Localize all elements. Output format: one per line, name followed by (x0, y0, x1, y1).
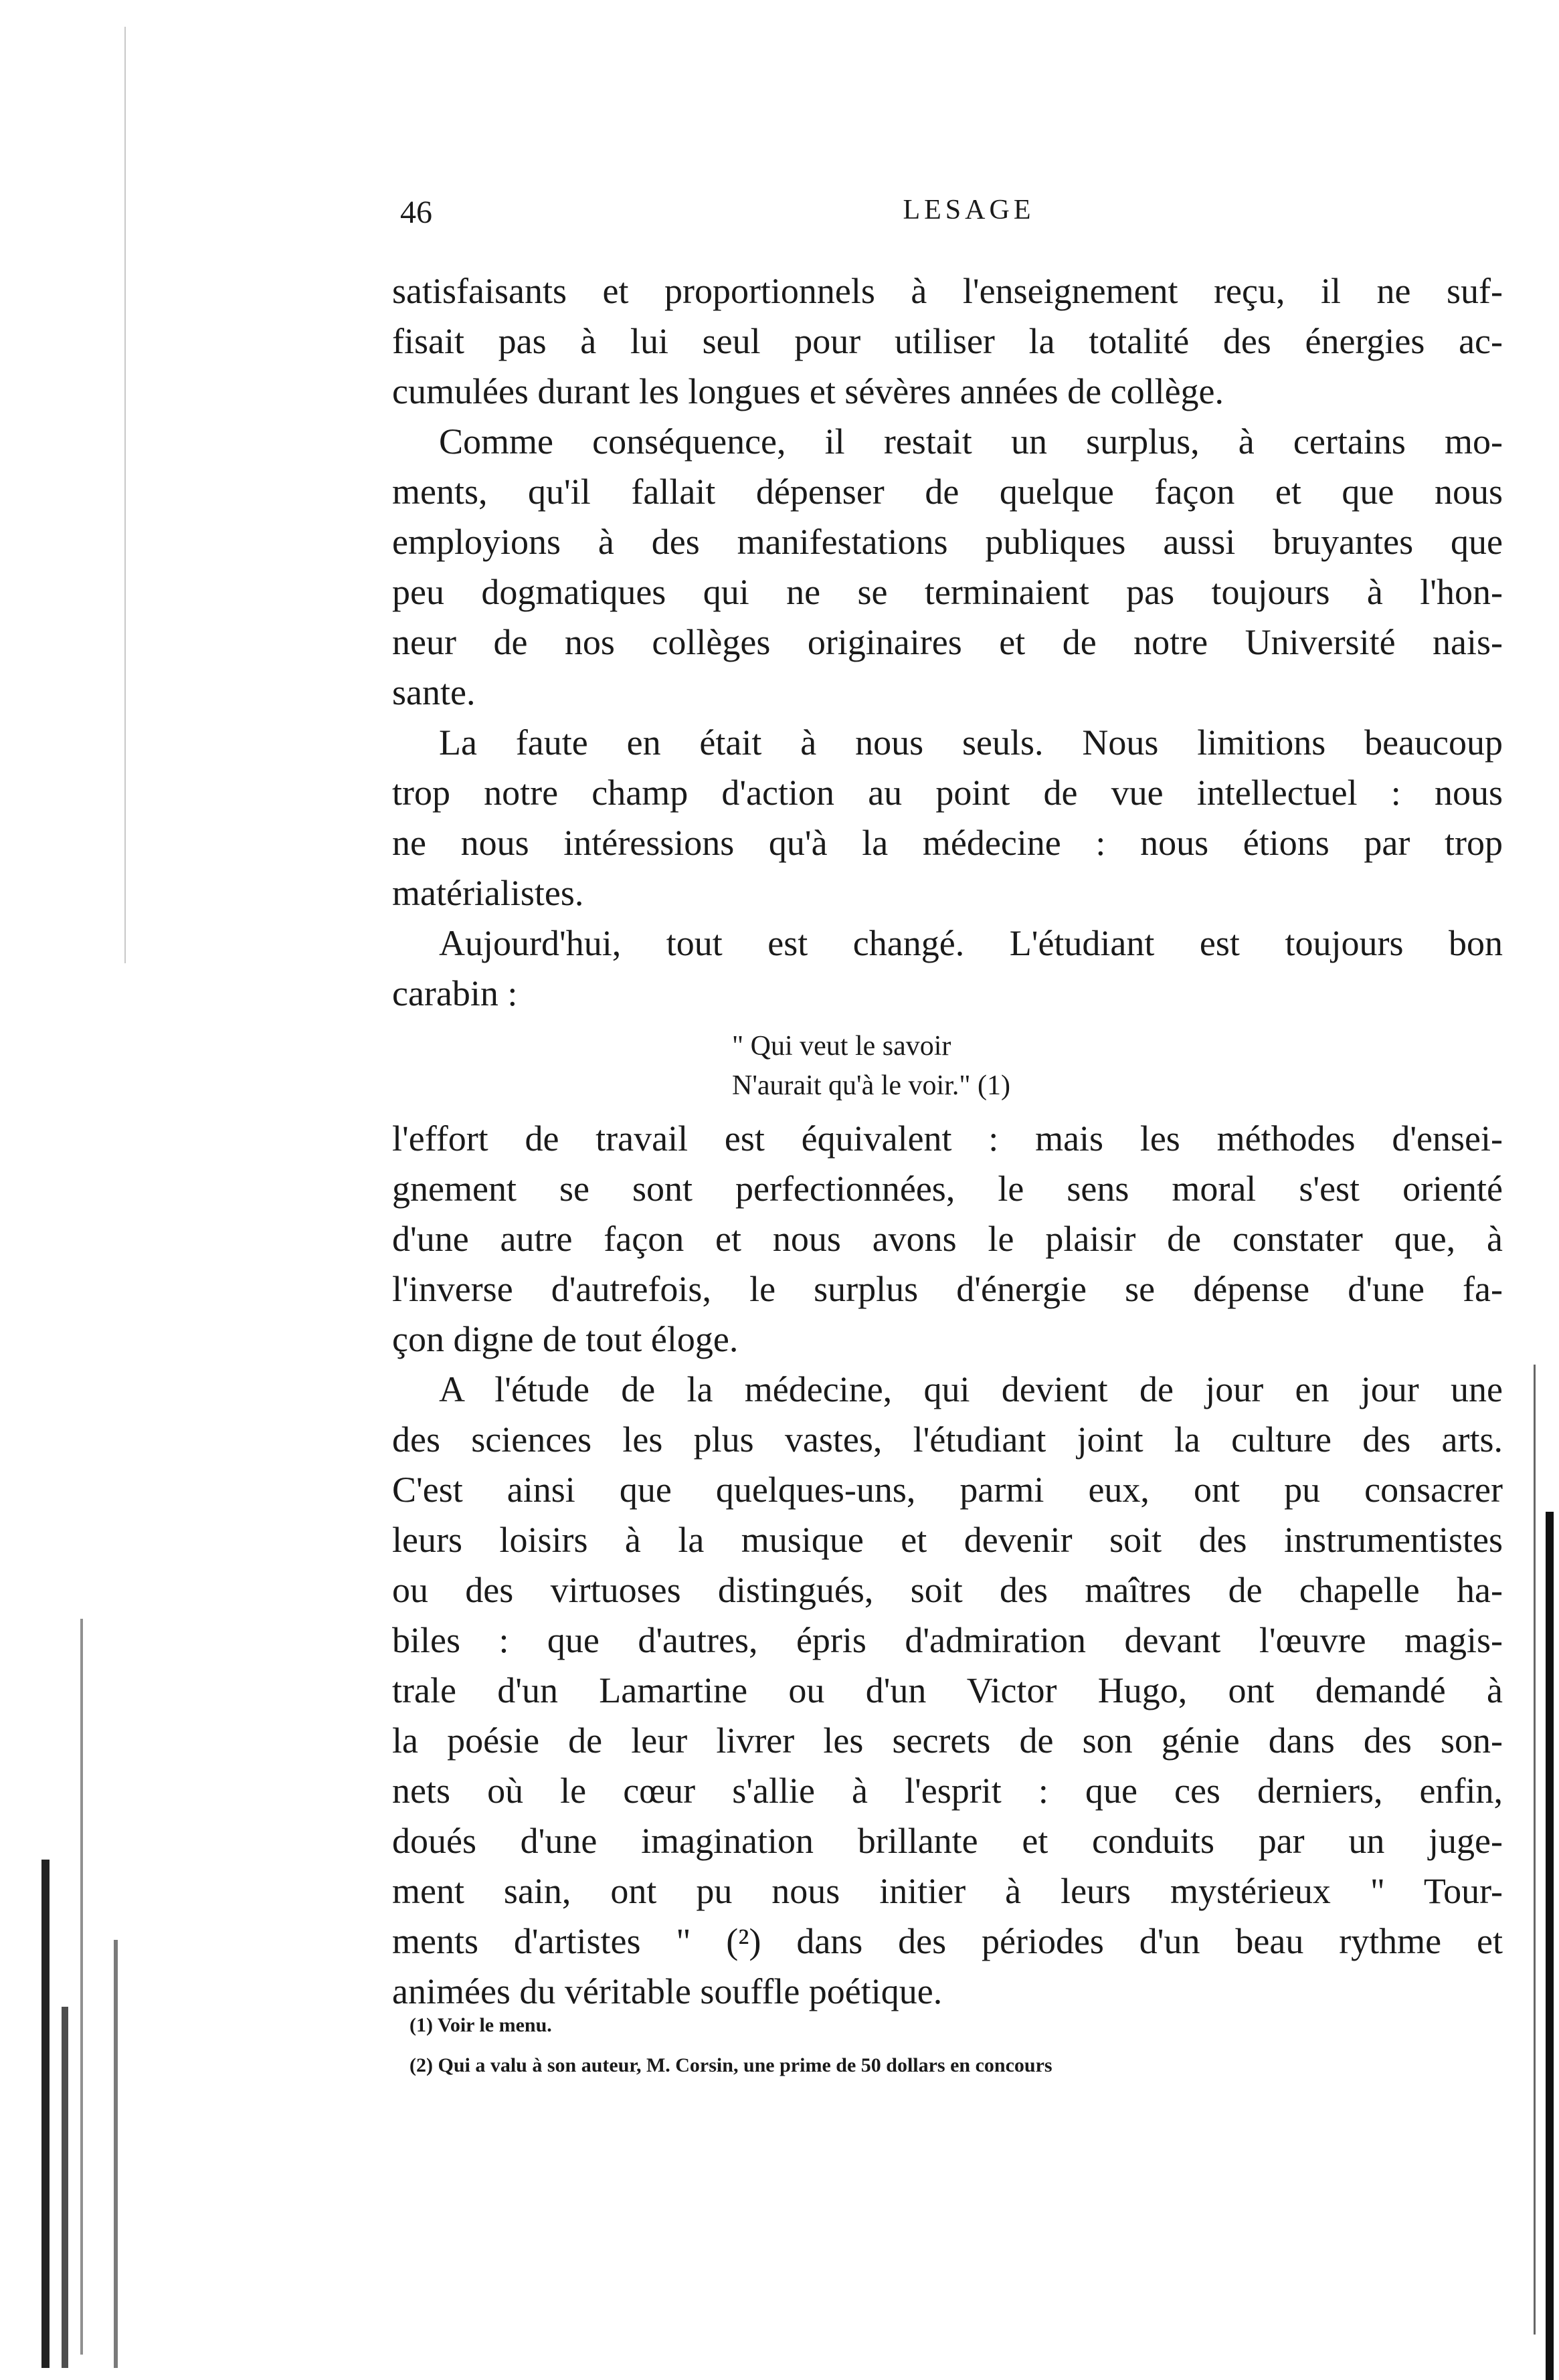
text-line: çon digne de tout éloge. (392, 1319, 739, 1359)
text-line: fisait pas à lui seul pour utiliser la totalité des énergies ac- (392, 321, 1503, 361)
footnote: (2) Qui a valu à son auteur, M. Corsin, une prime de 50 dollars en concours (409, 2054, 1052, 2076)
text-line: Comme conséquence, il restait un surplus, à certains mo- (439, 421, 1503, 462)
text-line: trale d'un Lamartine ou d'un Victor Hugo, ont demandé à (392, 1670, 1503, 1710)
page-number: 46 (400, 195, 432, 230)
text-line: satisfaisants et proportionnels à l'enseignement reçu, il ne suf- (392, 271, 1503, 311)
text-line: sante. (392, 672, 476, 712)
text-line: gnement se sont perfectionnées, le sens moral s'est orienté (392, 1169, 1503, 1209)
text-line: employions à des manifestations publiques aussi bruyantes que (392, 522, 1503, 562)
footnotes (409, 2005, 1547, 2086)
text-line: neur de nos collèges originaires et de notre Université nais- (392, 622, 1503, 662)
verse-line: N'aurait qu'à le voir." (1) (732, 1070, 1010, 1101)
binding-edge-shadow (0, 0, 154, 2380)
text-line: La faute en était à nous seuls. Nous limitions beaucoup (439, 722, 1503, 763)
text-line: C'est ainsi que quelques-uns, parmi eux, ont pu consacrer (392, 1470, 1503, 1510)
text-line: matérialistes. (392, 873, 584, 913)
page-header (400, 194, 1507, 234)
text-line: cumulées durant les longues et sévères années de collège. (392, 371, 1224, 411)
text-line: leurs loisirs à la musique et devenir soit des instrumentistes (392, 1520, 1503, 1560)
text-line: biles : que d'autres, épris d'admiration devant l'œuvre magis- (392, 1620, 1503, 1660)
text-line: A l'étude de la médecine, qui devient de jour en jour une (439, 1369, 1503, 1409)
text-line: ments d'artistes " (²) dans des périodes d'un beau rythme et (392, 1921, 1503, 1961)
text-line: l'inverse d'autrefois, le surplus d'énergie se dépense d'une fa- (392, 1269, 1503, 1309)
text-line: ments, qu'il fallait dépenser de quelque façon et que nous (392, 472, 1503, 512)
text-line: Aujourd'hui, tout est changé. L'étudiant est toujours bon (439, 923, 1503, 963)
text-line: d'une autre façon et nous avons le plaisir de constater que, à (392, 1219, 1503, 1259)
body-text (392, 266, 1503, 2017)
text-line: carabin : (392, 973, 518, 1013)
text-line: ne nous intéressions qu'à la médecine : nous étions par trop (392, 823, 1503, 863)
text-line: peu dogmatiques qui ne se terminaient pas toujours à l'hon- (392, 572, 1503, 612)
verse-line: " Qui veut le savoir (732, 1031, 951, 1062)
text-line: trop notre champ d'action au point de vue intellectuel : nous (392, 773, 1503, 813)
text-line: doués d'une imagination brillante et conduits par un juge- (392, 1821, 1503, 1861)
text-line: ment sain, ont pu nous initier à leurs mystérieux " Tour- (392, 1871, 1503, 1911)
text-line: la poésie de leur livrer les secrets de son génie dans des son- (392, 1720, 1503, 1761)
running-title: LESAGE (903, 195, 1035, 225)
text-line: ou des virtuoses distingués, soit des maîtres de chapelle ha- (392, 1570, 1503, 1610)
text-line: l'effort de travail est équivalent : mais les méthodes d'ensei- (392, 1118, 1503, 1159)
text-line: animées du véritable souffle poétique. (392, 1971, 943, 2011)
footnote: (1) Voir le menu. (409, 2014, 552, 2036)
text-line: des sciences les plus vastes, l'étudiant joint la culture des arts. (392, 1419, 1503, 1460)
text-line: nets où le cœur s'allie à l'esprit : que ces derniers, enfin, (392, 1771, 1503, 1811)
